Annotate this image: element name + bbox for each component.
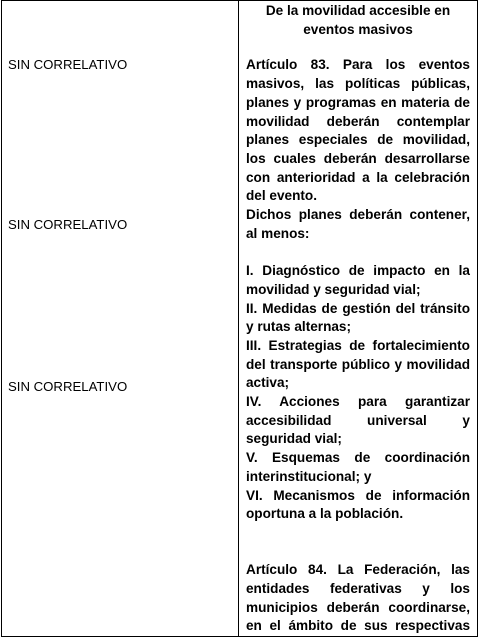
left-item-1: SIN CORRELATIVO [8, 57, 128, 72]
list-item: II. Medidas de gestión del tránsito y rutas alternas; [246, 300, 470, 335]
current-law-column [2, 1, 239, 637]
list-item: V. Esquemas de coordinación interinstitucional; y [246, 450, 470, 484]
blank-line [246, 543, 470, 562]
table-row [2, 1, 478, 637]
article-83-paragraph: Artículo 83. Para los eventos masivos, las políticas públicas, planes y programas en materia de movilidad deberán contemplar planes especiales de movilidad, los cuales deberán desarrollarse con anterioridad a la celebración del evento. [246, 57, 470, 204]
list-item: III. Estrategias de fortalecimiento del transporte público y movilidad activa; [246, 337, 470, 391]
left-item-2: SIN CORRELATIVO [8, 217, 128, 232]
blank-line [246, 243, 470, 262]
blank-line [246, 39, 470, 56]
list-item: VI. Mecanismos de información oportuna a la población. [246, 487, 470, 522]
section-heading: De la movilidad accesible en eventos masivos [265, 3, 451, 37]
list-item: IV. Acciones para garantizar accesibilidad universal y seguridad vial; [246, 394, 470, 447]
left-item-3: SIN CORRELATIVO [8, 379, 128, 394]
article-83-list-intro: Dichos planes deberán contener, al menos: [246, 207, 470, 241]
list-item: I. Diagnóstico de impacto en la movilidad y seguridad vial; [246, 263, 470, 297]
comparison-table [1, 0, 478, 637]
proposal-column [239, 1, 478, 637]
proposal-text [239, 1, 477, 636]
article-84-paragraph: Artículo 84. La Federación, las entidades federativas y los municipios deberán coordinarse, en el ámbito de sus respectivas [246, 562, 470, 634]
blank-line [246, 524, 470, 543]
